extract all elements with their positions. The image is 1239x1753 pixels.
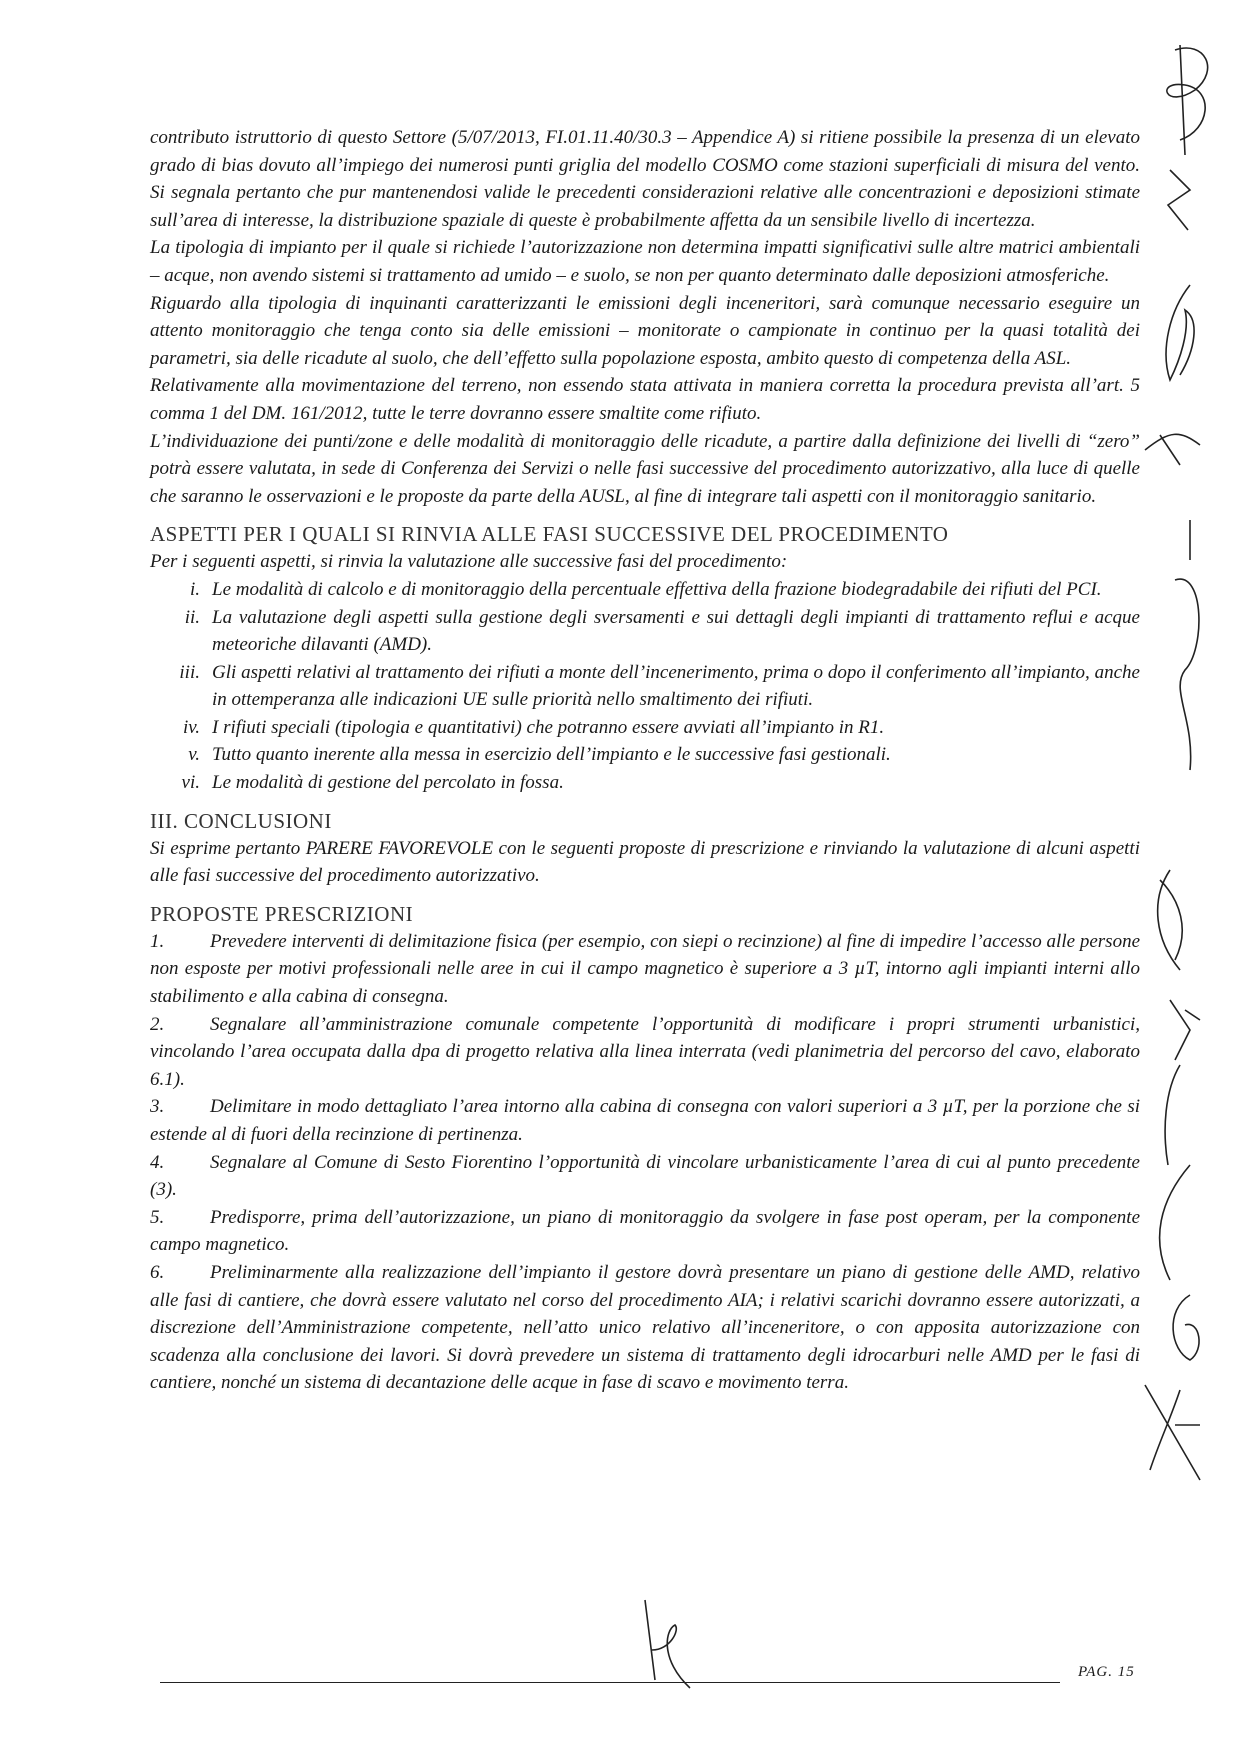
list-item	[150, 604, 1140, 659]
item-text: Preliminarmente alla realizzazione dell’impianto il gestore dovrà presentare un piano di gestione delle AMD, relativo alle fasi di cantiere, che dovrà essere valutato nel corso del procedimento AIA; i relativi scarichi dovranno essere autorizzati, a discrezione dell’Amministrazione competente, nell’atto unico relativo all’inceneritore, o con apposita autorizzazione con scadenza alla conclusione dei lavori. Si dovrà prevedere un sistema di trattamento degli idrocarburi nelle AMD per le fasi di cantiere, nonché un sistema di decantazione delle acque in fase di scavo e movimento terra.	[150, 1261, 1140, 1394]
list-text: Tutto quanto inerente alla messa in esercizio dell’impianto e le successive fasi gestionali.	[212, 744, 891, 766]
section-heading-conclusioni: III. CONCLUSIONI	[150, 808, 332, 833]
margin-signature-10	[1160, 1290, 1220, 1370]
margin-signature-9	[1140, 1160, 1200, 1290]
item-text: Prevedere interventi di delimitazione fisica (per esempio, con siepi o recinzione) al fine di impedire l’accesso alle persone non esposte per motivi professionali nelle aree in cui il campo magnetico è superiore a 3 µT, intorno agli impianti interni allo stabilimento e alla cabina di consegna.	[150, 930, 1140, 1008]
list-text: Le modalità di calcolo e di monitoraggio della percentuale effettiva della frazione biodegradabile dei rifiuti del PCI.	[212, 578, 1102, 600]
list-text: I rifiuti speciali (tipologia e quantitativi) che potranno essere avviati all’impianto in R1.	[212, 716, 885, 738]
item-number: 6.	[150, 1261, 165, 1283]
margin-signature-11	[1140, 1380, 1210, 1490]
prescrizione-item	[150, 1011, 1140, 1094]
list-numeral: vi.	[181, 772, 200, 794]
list-text: La valutazione degli aspetti sulla gestione degli sversamenti e sui dettagli degli impianti di trattamento reflui e acque meteoriche dilavanti (AMD).	[212, 606, 1140, 656]
paragraph: contributo istruttorio di questo Settore (5/07/2013, FI.01.11.40/30.3 – Appendice A) si ritiene possibile la presenza di un elevato grado di bias dovuto all’impiego dei numerosi punti griglia del modello COSMO come stazioni superficiali di misura del vento. Si segnala pertanto che pur mantenendosi valide le precedenti considerazioni relative alle concentrazioni e deposizioni stimate sull’area di interesse, la distribuzione spaziale di queste è probabilmente affetta da un sensibile livello di incertezza.	[150, 127, 1140, 231]
item-number: 2.	[150, 1013, 165, 1035]
margin-signature-4	[1140, 420, 1210, 470]
margin-signature-8	[1150, 1060, 1190, 1170]
prescrizione-item	[150, 928, 1140, 1011]
item-number: 3.	[150, 1096, 165, 1118]
prescrizioni-list	[150, 928, 1140, 1397]
list-numeral: iii.	[179, 661, 200, 683]
item-text: Segnalare all’amministrazione comunale competente l’opportunità di modificare i propri strumenti urbanistici, vincolando l’area occupata dalla dpa di progetto relativa alla linea interrata (vedi planimetria del percorso del cavo, elaborato 6.1).	[150, 1013, 1140, 1090]
document-body	[150, 124, 1140, 1397]
list-item	[150, 769, 1140, 797]
list-numeral: iv.	[182, 716, 200, 738]
section-heading-aspetti: ASPETTI PER I QUALI SI RINVIA ALLE FASI SUCCESSIVE DEL PROCEDIMENTO	[150, 522, 949, 547]
margin-signature-5	[1165, 520, 1215, 780]
margin-signature-3	[1150, 280, 1210, 390]
paragraph: L’individuazione dei punti/zone e delle modalità di monitoraggio delle ricadute, a partire dalla definizione dei livelli di “zero” potrà essere valutata, in sede di Conferenza dei Servizi o nelle fasi successive del procedimento autorizzativo, alla luce di quelle che saranno le osservazioni e le proposte da parte della AUSL, al fine di integrare tali aspetti con il monitoraggio sanitario.	[150, 430, 1140, 507]
list-numeral: ii.	[184, 606, 200, 628]
section-heading-prescrizioni: PROPOSTE PRESCRIZIONI	[150, 901, 414, 926]
aspetti-list	[150, 576, 1140, 797]
list-text: Le modalità di gestione del percolato in fossa.	[212, 772, 564, 794]
list-item	[150, 741, 1140, 769]
list-item	[150, 576, 1140, 604]
item-number: 5.	[150, 1206, 165, 1228]
prescrizione-item	[150, 1259, 1140, 1397]
margin-signature-6	[1140, 860, 1200, 980]
item-number: 1.	[150, 930, 165, 952]
footer-rule	[160, 1682, 1060, 1683]
item-text: Segnalare al Comune di Sesto Fiorentino l’opportunità di vincolare urbanisticamente l’area di cui al punto precedente (3).	[150, 1151, 1140, 1201]
bottom-signature	[640, 1600, 700, 1690]
paragraph: Relativamente alla movimentazione del terreno, non essendo stata attivata in maniera corretta la procedura prevista all’art. 5 comma 1 del DM. 161/2012, tutte le terre dovranno essere smaltite come rifiuto.	[150, 375, 1140, 424]
page-number: PAG. 15	[1078, 1664, 1135, 1680]
item-text: Predisporre, prima dell’autorizzazione, un piano di monitoraggio da svolgere in fase post operam, per la componente campo magnetico.	[150, 1206, 1140, 1256]
aspetti-intro: Per i seguenti aspetti, si rinvia la valutazione alle successive fasi del procedimento:	[150, 551, 788, 573]
paragraph: La tipologia di impianto per il quale si richiede l’autorizzazione non determina impatti significativi sulle altre matrici ambientali – acque, non avendo sistemi si trattamento ad umido – e suolo, se non per quanto determinato dalle deposizioni atmosferiche.	[150, 237, 1140, 286]
margin-signature-2	[1160, 160, 1200, 240]
margin-signature-7	[1160, 990, 1210, 1070]
prescrizione-item	[150, 1204, 1140, 1259]
margin-signature-1	[1135, 40, 1225, 160]
list-item	[150, 714, 1140, 742]
item-text: Delimitare in modo dettagliato l’area intorno alla cabina di consegna con valori superiori a 3 µT, per la porzione che si estende al di fuori della recinzione di pertinenza.	[150, 1096, 1140, 1145]
list-item	[150, 659, 1140, 714]
prescrizione-item	[150, 1093, 1140, 1148]
conclusioni-text: Si esprime pertanto PARERE FAVOREVOLE con le seguenti proposte di prescrizione e rinviando la valutazione di alcuni aspetti alle fasi successive del procedimento autorizzativo.	[150, 837, 1140, 887]
list-text: Gli aspetti relativi al trattamento dei rifiuti a monte dell’incenerimento, prima o dopo il conferimento all’impianto, anche in ottemperanza alle indicazioni UE sulle priorità nello smaltimento dei rifiuti.	[212, 661, 1140, 711]
prescrizione-item	[150, 1149, 1140, 1204]
paragraph: Riguardo alla tipologia di inquinanti caratterizzanti le emissioni degli inceneritori, sarà comunque necessario eseguire un attento monitoraggio che tenga conto sia delle emissioni – monitorate o campionate in continuo per la quasi totalità dei parametri, sia delle ricadute al suolo, che dell’effetto sulla popolazione esposta, ambito questo di competenza della ASL.	[150, 292, 1140, 369]
list-numeral: i.	[189, 578, 200, 600]
list-numeral: v.	[188, 744, 200, 766]
item-number: 4.	[150, 1151, 165, 1173]
